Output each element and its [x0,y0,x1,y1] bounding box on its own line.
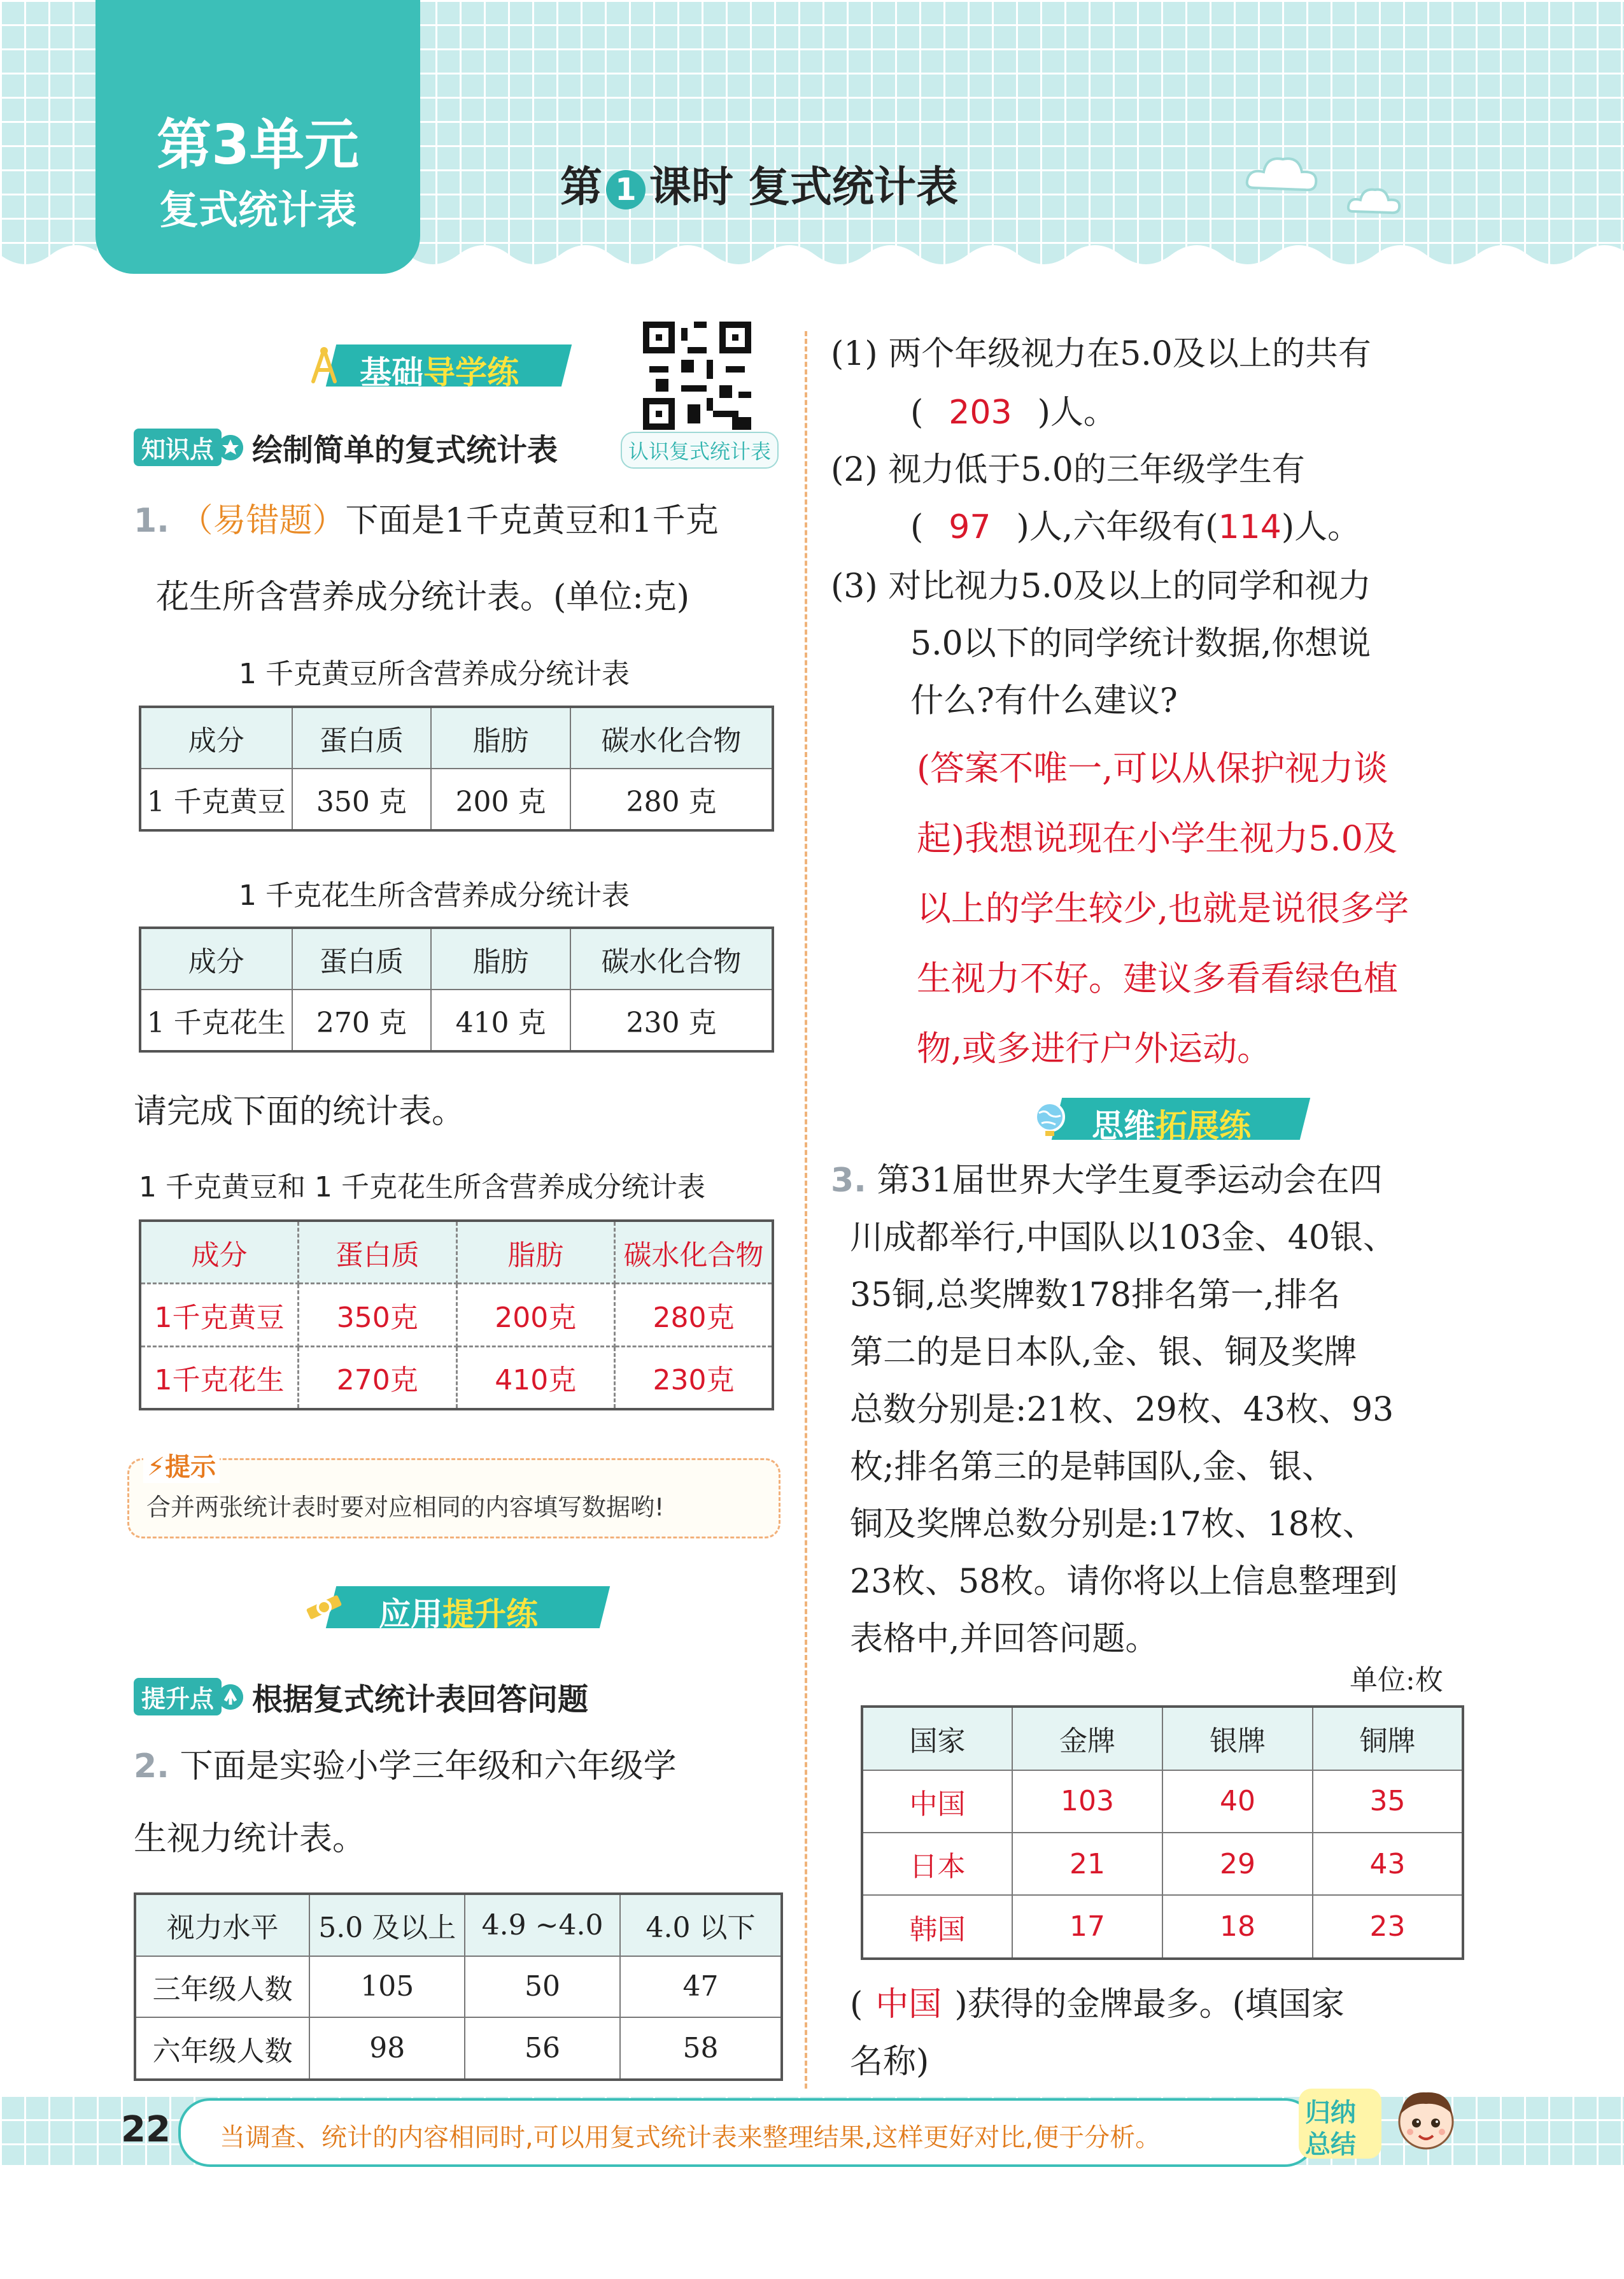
table-cell: 碳水化合物 [615,1221,773,1284]
question-2-line-1 [134,1747,677,1786]
arrow-up-icon [218,1684,243,1710]
table-cell: 碳水化合物 [570,928,773,990]
question-3-line-5: 总数分别是:21枚、29枚、43枚、93 [850,1391,1394,1429]
table-cell: 50 [465,1956,620,2017]
final-question-text: )获得的金牌最多。(填国家 [954,1985,1345,2024]
table-cell: 视力水平 [135,1894,309,1956]
answer-114: 114 [1218,508,1282,546]
lesson-name: 课时 复式统计表 [649,162,958,211]
qr-code-icon[interactable] [643,322,751,430]
table-cell: 蛋白质 [292,707,432,769]
sub-question-1: (1) 两个年级视力在5.0及以上的共有 [831,335,1371,373]
paren: )人,六年级有( [1016,508,1218,546]
answer-203: 203 [949,394,1012,432]
unit-title: 复式统计表 [159,187,357,233]
banner-basic-b: 导学练 [423,354,519,391]
answer-line-2: 起)我想说现在小学生视力5.0及 [917,818,1397,858]
summary-badge-line-1: 归纳 [1305,2098,1356,2127]
table-cell: 58 [620,2017,782,2080]
answer-line-4: 生视力不好。建议多看看绿色植 [917,958,1398,998]
table-cell: 103 [1012,1770,1162,1833]
table-3-caption: 1 千克黄豆和 1 千克花生所含营养成分统计表 [139,1171,705,1203]
table-cell: 18 [1162,1895,1313,1959]
table-cell: 金牌 [1012,1707,1162,1770]
lightning-icon: ⚡ [147,1452,166,1482]
paren: ( [910,508,924,546]
table-cell: 40 [1162,1770,1313,1833]
table-cell: 200克 [456,1284,615,1346]
table-cell: 1 千克花生 [140,990,292,1051]
table-cell: 韩国 [862,1895,1012,1959]
table-cell: 280克 [615,1284,773,1346]
table-cell: 29 [1162,1833,1313,1895]
table-cell: 铜牌 [1313,1707,1463,1770]
hint-label-text: 提示 [165,1452,216,1482]
section-banner-apply [299,1582,618,1632]
hint-label [143,1447,220,1483]
table-cell: 105 [309,1956,465,2017]
table-cell: 碳水化合物 [570,707,773,769]
table-cell: 230 克 [570,990,773,1051]
table-2-peanut [139,927,774,1053]
cloud-icon [1346,185,1404,217]
answer-97: 97 [949,508,991,546]
question-1-text-a: 下面是1千克黄豆和1千克 [345,502,719,540]
table-cell: 蛋白质 [299,1221,457,1284]
table-cell: 脂肪 [431,928,570,990]
paren: ( [910,394,924,432]
paren: )人。 [1037,394,1117,432]
table-cell: 三年级人数 [135,1956,309,2017]
sub-question-1-answer-line [910,394,1117,432]
unit-note: 单位:枚 [1350,1664,1443,1696]
table-cell: 脂肪 [456,1221,615,1284]
question-3-line-8: 23枚、58枚。请你将以上信息整理到 [850,1563,1398,1601]
lesson-title [560,153,958,213]
table-cell: 1千克花生 [140,1346,299,1409]
hint-text: 合并两张统计表时要对应相同的内容填写数据哟! [146,1493,665,1521]
question-3-line-9: 表格中,并回答问题。 [850,1620,1159,1658]
cloud-icon [1245,153,1321,197]
table-cell: 21 [1012,1833,1162,1895]
improve-tag-label: 根据复式统计表回答问题 [252,1682,589,1717]
table-1-soybean [139,706,774,832]
knowledge-point-tag [134,425,558,469]
table-cell: 1千克黄豆 [140,1284,299,1346]
table-cell: 4.9 ~4.0 [465,1894,620,1956]
table-cell: 35 [1313,1770,1463,1833]
table-cell: 200 克 [431,769,570,830]
star-icon [218,435,243,460]
section-banner-expand [1025,1094,1318,1144]
sub-question-3-line-1: (3) 对比视力5.0及以上的同学和视力 [831,567,1371,606]
column-divider [805,331,807,2089]
cartoon-boy-icon [1391,2084,1461,2160]
final-question-line-1 [850,1985,1345,2024]
table-cell: 410克 [456,1346,615,1409]
page-number: 22 [121,2109,171,2150]
banner-expand-a: 思维 [1092,1107,1155,1144]
sub-question-2: (2) 视力低于5.0的三年级学生有 [831,451,1305,489]
table-cell: 成分 [140,1221,299,1284]
table-cell: 230克 [615,1346,773,1409]
footer-summary-text: 当调查、统计的内容相同时,可以用复式统计表来整理结果,这样更好对比,便于分析。 [220,2123,1161,2152]
lesson-number-badge: 1 [606,170,646,209]
instruction-text: 请完成下面的统计表。 [134,1093,465,1131]
knowledge-tag-pill: 知识点 [134,429,222,466]
question-3-line-7: 铜及奖牌总数分别是:17枚、18枚、 [850,1505,1376,1544]
sub-question-3-line-3: 什么?有什么建议? [910,682,1178,720]
table-cell: 410 克 [431,990,570,1051]
question-1-tag: （易错题） [180,502,346,540]
banner-apply-a: 应用 [379,1596,442,1633]
table-cell: 中国 [862,1770,1012,1833]
table-cell: 98 [309,2017,465,2080]
summary-badge-line-2: 总结 [1305,2130,1356,2159]
table-cell: 4.0 以下 [620,1894,782,1956]
table-cell: 成分 [140,928,292,990]
answer-line-3: 以上的学生较少,也就是说很多学 [917,888,1409,928]
table-cell: 蛋白质 [292,928,432,990]
qr-caption: 认识复式统计表 [621,432,779,469]
table-cell: 17 [1012,1895,1162,1959]
table-cell: 银牌 [1162,1707,1313,1770]
question-2-text-a: 下面是实验小学三年级和六年级学 [180,1747,677,1786]
improve-tag-pill: 提升点 [134,1678,222,1715]
unit-number: 第3单元 [157,113,359,177]
table-4-vision [134,1892,783,2081]
banner-apply-b: 提升练 [442,1596,538,1633]
question-1-number: 1. [134,502,169,540]
table-cell: 350克 [299,1284,457,1346]
answer-line-5: 物,或多进行户外运动。 [917,1028,1272,1069]
question-2-line-2: 生视力统计表。 [134,1820,366,1858]
question-2-number: 2. [134,1747,169,1786]
table-1-caption: 1 千克黄豆所含营养成分统计表 [239,658,630,690]
table-cell: 脂肪 [431,707,570,769]
table-cell: 成分 [140,707,292,769]
table-cell: 350 克 [292,769,432,830]
question-3-line-1 [831,1161,1383,1200]
summary-badge [1299,2089,1388,2159]
paren: )人。 [1281,508,1361,546]
section-banner-basic [299,341,579,390]
table-cell: 270 克 [292,990,432,1051]
banner-expand-b: 拓展练 [1155,1107,1251,1144]
question-3-line-6: 枚;排名第三的是韩国队,金、银、 [850,1448,1336,1486]
paren: ( [850,1985,863,2024]
question-3-text-a: 第31届世界大学生夏季运动会在四 [877,1161,1383,1200]
table-cell: 280 克 [570,769,773,830]
banner-basic-a: 基础 [360,354,423,391]
table-cell: 1 千克黄豆 [140,769,292,830]
table-cell: 国家 [862,1707,1012,1770]
sub-question-3-line-2: 5.0以下的同学统计数据,你想说 [910,625,1371,663]
table-cell: 47 [620,1956,782,2017]
table-3-combined [139,1219,774,1410]
answer-line-1: (答案不唯一,可以从保护视力谈 [917,748,1388,788]
question-3-line-2: 川成都举行,中国队以103金、40银、 [850,1219,1396,1257]
table-cell: 56 [465,2017,620,2080]
answer-china: 中国 [875,1985,942,2024]
final-question-line-2: 名称) [850,2043,929,2081]
question-3-line-3: 35铜,总奖牌数178排名第一,排名 [850,1276,1341,1314]
improve-point-tag [134,1675,588,1719]
question-1-line-2: 花生所含营养成分统计表。(单位:克) [156,578,690,616]
table-cell: 5.0 及以上 [309,1894,465,1956]
table-2-caption: 1 千克花生所含营养成分统计表 [239,879,630,912]
lesson-prefix: 第 [560,162,602,211]
table-cell: 23 [1313,1895,1463,1959]
question-3-line-4: 第二的是日本队,金、银、铜及奖牌 [850,1333,1357,1372]
table-cell: 270克 [299,1346,457,1409]
table-cell: 日本 [862,1833,1012,1895]
table-cell: 43 [1313,1833,1463,1895]
unit-tab [95,0,420,274]
table-cell: 六年级人数 [135,2017,309,2080]
table-5-medals [861,1705,1464,1960]
knowledge-tag-label: 绘制简单的复式统计表 [252,432,558,468]
question-1-line-1 [134,502,719,540]
question-3-number: 3. [831,1161,866,1200]
sub-question-2-answer-line [910,508,1361,546]
